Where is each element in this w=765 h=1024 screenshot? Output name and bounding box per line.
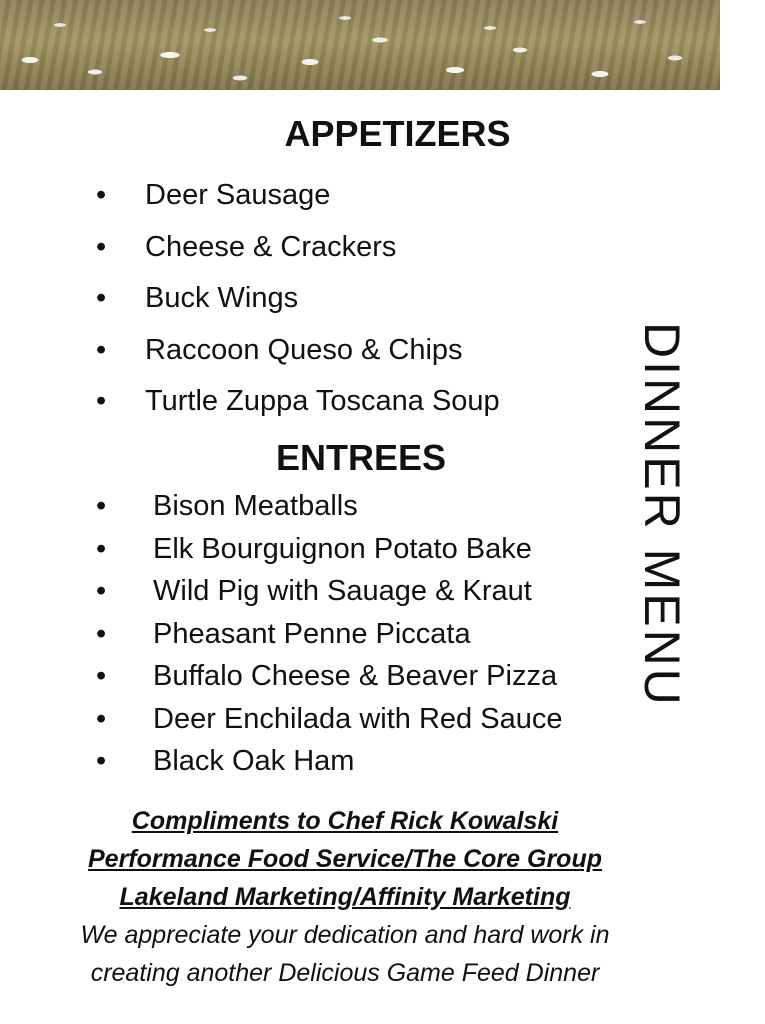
bullet-icon: • xyxy=(96,490,107,522)
entree-item-label: Pheasant Penne Piccata xyxy=(153,617,471,650)
appetizer-item-label: Buck Wings xyxy=(145,282,299,314)
chef-credit: Compliments to Chef Rick Kowalski xyxy=(131,807,559,835)
list-item xyxy=(96,329,500,381)
list-item xyxy=(96,614,562,657)
bullet-icon: • xyxy=(96,532,107,565)
list-item xyxy=(96,174,500,226)
list-item xyxy=(96,571,562,614)
list-item xyxy=(96,380,500,432)
list-item xyxy=(96,529,562,572)
dinner-menu-title: DINNER MENU xyxy=(634,322,690,708)
bullet-icon: • xyxy=(96,575,107,607)
appetizer-item-label: Deer Sausage xyxy=(145,179,331,211)
bullet-icon: • xyxy=(96,230,107,263)
appetizers-heading: APPETIZERS xyxy=(284,113,511,154)
bullet-icon: • xyxy=(96,282,107,314)
bullet-icon: • xyxy=(96,660,107,692)
geese-field-photo xyxy=(0,0,720,90)
appetizer-item-label: Raccoon Queso & Chips xyxy=(145,333,463,366)
credits-block xyxy=(0,802,690,992)
bullet-icon: • xyxy=(96,702,107,735)
appetizer-item-label: Cheese & Crackers xyxy=(145,230,397,263)
list-item xyxy=(96,226,500,278)
sponsor-credit-1: Performance Food Service/The Core Group xyxy=(87,845,602,873)
list-item xyxy=(96,486,562,529)
bullet-icon: • xyxy=(96,179,107,211)
entree-item-label: Black Oak Ham xyxy=(153,745,355,777)
appreciation-text-1: We appreciate your dedication and hard work in xyxy=(80,921,610,949)
list-item xyxy=(96,699,562,742)
appreciation-text-2: creating another Delicious Game Feed Dinner xyxy=(90,959,600,987)
appetizer-item-label: Turtle Zuppa Toscana Soup xyxy=(145,385,500,417)
list-item xyxy=(96,656,562,699)
appetizer-list xyxy=(96,174,500,432)
entree-item-label: Wild Pig with Sauage & Kraut xyxy=(153,575,532,607)
sponsor-credit-2: Lakeland Marketing/Affinity Marketing xyxy=(119,883,571,911)
entree-item-label: Buffalo Cheese & Beaver Pizza xyxy=(153,660,558,692)
entree-list xyxy=(96,486,562,784)
entrees-heading: ENTREES xyxy=(275,437,447,478)
bullet-icon: • xyxy=(96,617,107,650)
bullet-icon: • xyxy=(96,745,107,777)
entree-item-label: Elk Bourguignon Potato Bake xyxy=(153,532,532,565)
list-item xyxy=(96,741,562,784)
list-item xyxy=(96,277,500,329)
bullet-icon: • xyxy=(96,385,107,417)
entree-item-label: Bison Meatballs xyxy=(153,490,358,522)
entree-item-label: Deer Enchilada with Red Sauce xyxy=(153,702,563,735)
bullet-icon: • xyxy=(96,333,107,366)
